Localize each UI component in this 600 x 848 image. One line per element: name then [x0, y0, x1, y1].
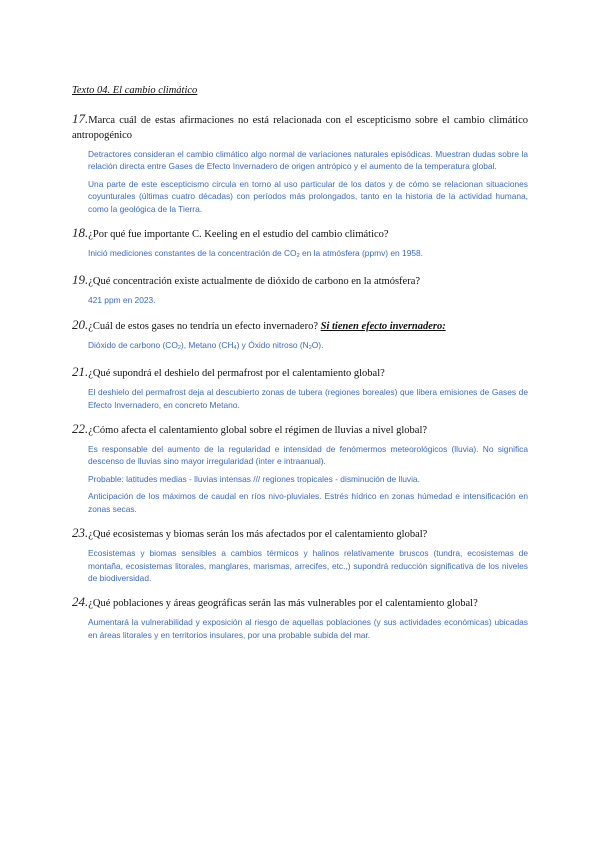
question-label: ¿Qué concentración existe actualmente de dióxido de carbono en la atmósfera? — [88, 276, 421, 288]
answer-text: O). — [311, 339, 324, 350]
answer-24 — [88, 616, 528, 641]
answer-22 — [88, 443, 528, 515]
question-17-text — [72, 111, 528, 143]
question-18-text — [72, 225, 528, 242]
answer-paragraph: El deshielo del permafrost deja al descubierto zonas de tubera (regiones boreales) que libera emisiones de Gases de Efecto Invernadero, en concreto Metano. — [88, 387, 528, 410]
document-page — [72, 84, 528, 651]
question-24-text — [72, 594, 528, 611]
question-21 — [72, 364, 528, 411]
answer-paragraph: Es responsable del aumento de la regularidad e intensidad de fenómermos meteorológicos (lluvia). No significa descenso de lluvias sino mayor irregularidad (inter e intraanual). — [88, 444, 528, 467]
question-23-text — [72, 525, 528, 542]
question-note: Si tienen efecto invernadero: — [320, 320, 446, 332]
answer-paragraph — [88, 339, 528, 354]
answer-paragraph: Una parte de este escepticismo circula en torno al uso particular de los datos y de cómo se relacionan situaciones coyunturales (últimas cuatro décadas) con períodos más prolongados, tanto en la historia de la actividad humana, como la geológica de la Tierra. — [88, 178, 528, 214]
question-17 — [72, 111, 528, 215]
question-19 — [72, 272, 528, 306]
answer-19 — [88, 294, 528, 306]
question-19-text — [72, 272, 528, 289]
question-21-text — [72, 364, 528, 381]
answer-text: Dióxido de carbono (CO — [88, 339, 178, 350]
question-label: ¿Qué supondrá el deshielo del permafrost por el calentamiento global? — [88, 368, 385, 380]
question-label: ¿Cuál de estos gases no tendría un efecto invernadero? — [88, 320, 318, 332]
question-22 — [72, 421, 528, 515]
question-label: ¿Por qué fue importante C. Keeling en el estudio del cambio climático? — [88, 229, 389, 241]
question-20 — [72, 317, 528, 354]
question-22-text — [72, 421, 528, 438]
question-24 — [72, 594, 528, 641]
subscript: 2 — [177, 344, 181, 351]
question-number: 18. — [72, 225, 89, 241]
subscript: 4 — [233, 344, 237, 351]
answer-text: en la atmósfera (ppmv) en 1958. — [299, 248, 423, 259]
question-number: 23. — [72, 525, 89, 541]
document-title: Texto 04. El cambio climático — [72, 85, 198, 96]
question-18 — [72, 225, 528, 262]
answer-23 — [88, 547, 528, 584]
question-20-text — [72, 317, 528, 334]
question-label: ¿Qué ecosistemas y biomas serán los más afectados por el calentamiento global? — [88, 529, 428, 541]
subscript: 2 — [296, 253, 300, 260]
answer-text: ), Metano (CH — [180, 339, 234, 350]
question-label: Marca cuál de estas afirmaciones no está relacionada con el escepticismo sobre el cambio climático antropogénico — [72, 115, 528, 141]
answer-20 — [88, 339, 528, 354]
answer-17 — [88, 148, 528, 215]
answer-paragraph — [88, 247, 528, 262]
question-number: 17. — [72, 111, 89, 126]
question-label: ¿Cómo afecta el calentamiento global sobre el régimen de lluvias a nivel global? — [88, 425, 428, 437]
answer-paragraph: 421 ppm en 2023. — [88, 295, 156, 306]
question-label: ¿Qué poblaciones y áreas geográficas serán las más vulnerables por el calentamiento global? — [88, 598, 478, 610]
answer-21 — [88, 386, 528, 411]
question-number: 24. — [72, 594, 89, 610]
question-number: 20. — [72, 316, 89, 332]
subscript: 2 — [308, 344, 312, 351]
answer-18 — [88, 247, 528, 262]
question-number: 21. — [72, 364, 89, 380]
question-23 — [72, 525, 528, 584]
answer-text: ) y Óxido nitroso (N — [236, 339, 309, 350]
question-number: 19. — [72, 272, 89, 288]
question-number: 22. — [72, 421, 89, 437]
answer-paragraph: Detractores consideran el cambio climático algo normal de variaciones naturales episódicas. Muestran dudas sobre la relación directa entre Gases de Efecto Invernadero de origen antrópico y el aumento de la temperatura global. — [88, 149, 528, 172]
answer-paragraph: Anticipación de los máximos de caudal en ríos nivo-pluviales. Estrés hídrico en zonas húmedad e intensificación en zonas secas. — [88, 491, 528, 514]
answer-paragraph: Ecosistemas y biomas sensibles a cambios térmicos y halinos relativamente bruscos (tundra, ecosistemas de montaña, ecosistemas litorales, manglares, marismas, arrecifes, etc.,) supondrá reducción significativa de los niveles de biodiversidad. — [88, 548, 528, 583]
answer-paragraph: Probable: latitudes medias - lluvias intensas /// regiones tropicales - disminución de lluvia. — [88, 473, 420, 484]
answer-text: Inició mediciones constantes de la concentración de CO — [88, 248, 297, 259]
answer-paragraph: Aumentará la vulnerabilidad y exposición al riesgo de aquellas poblaciones (y sus actividades económicas) ubicadas en áreas litorales y en territorios insulares, por una probable subida del mar. — [88, 617, 528, 640]
